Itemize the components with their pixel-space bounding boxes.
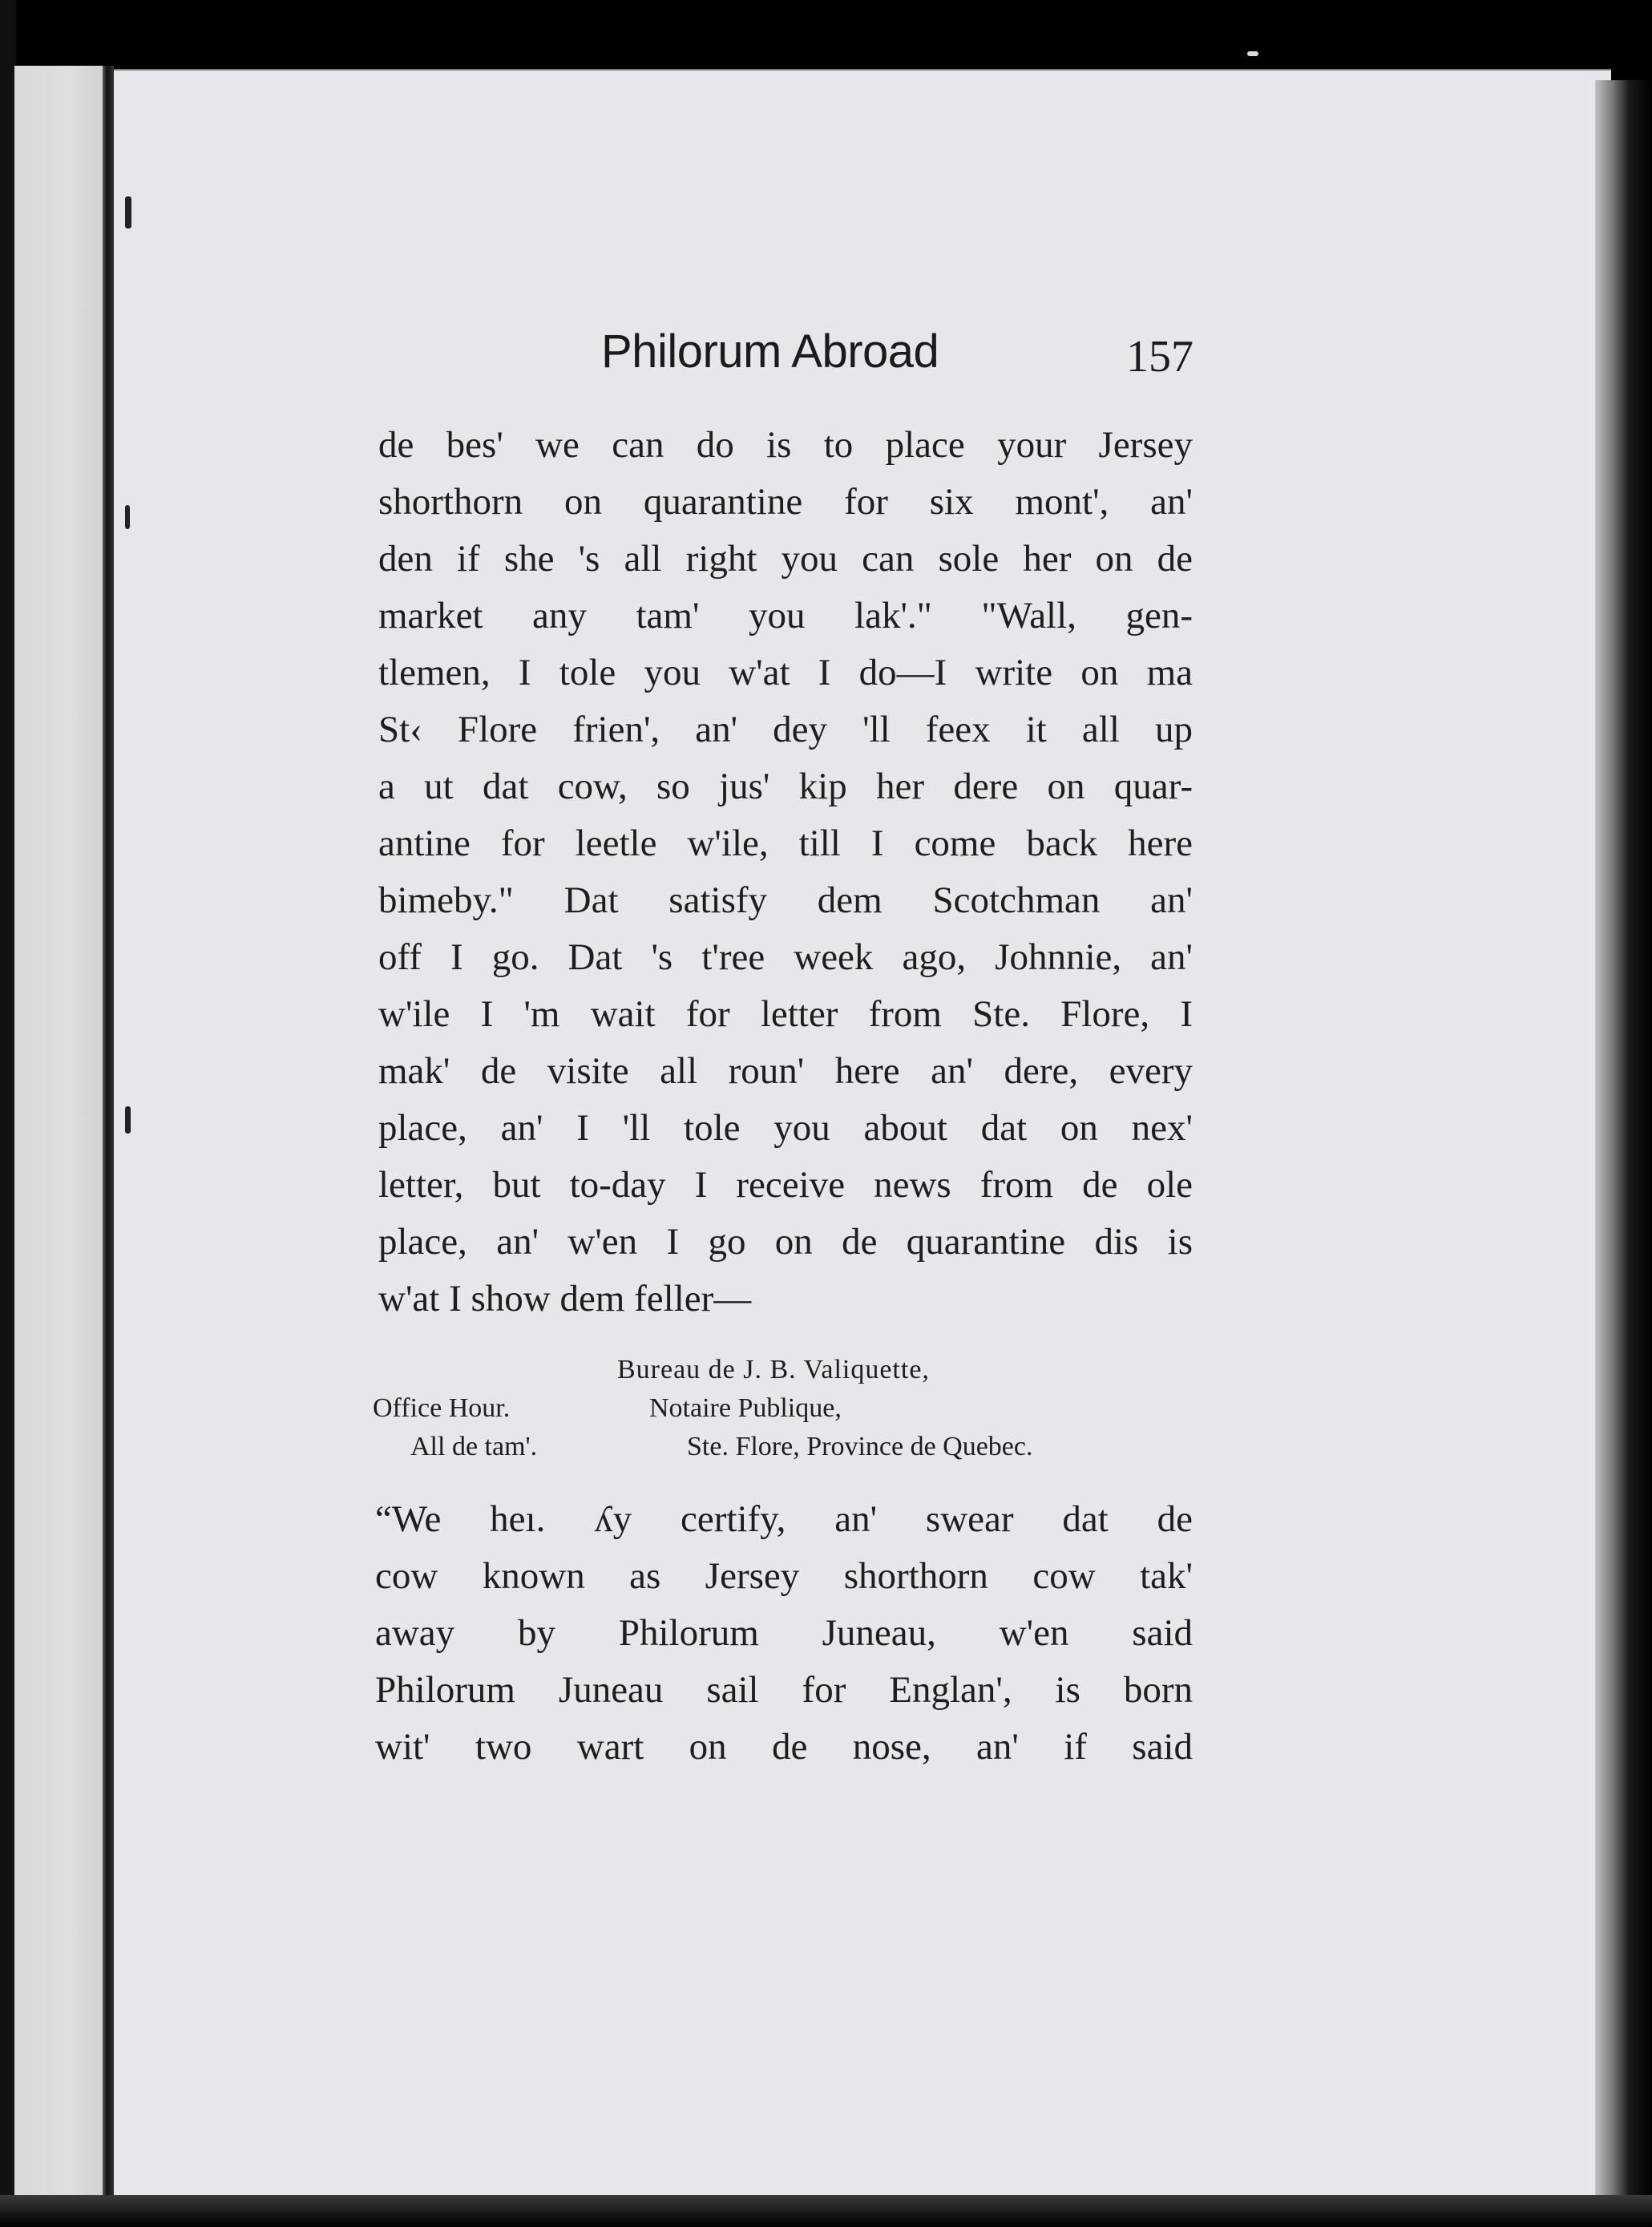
scan-bottom-border — [0, 2195, 1652, 2227]
page-right-edge — [1595, 80, 1652, 2227]
text-line: bimeby." Dat satisfy dem Scotchman an' — [378, 879, 1193, 921]
text-line: market any tam' you lak'." "Wall, gen- — [378, 595, 1193, 637]
running-title: Philorum Abroad — [601, 325, 939, 378]
text-line: den if she 's all right you can sole her on de — [378, 538, 1193, 580]
body-text — [378, 417, 1193, 1328]
text-line: away by Philorum Juneau, w'en said — [375, 1612, 1193, 1654]
text-line: tlemen, I tole you w'at I do—I write on ma — [378, 652, 1193, 693]
letterhead-place: Ste. Flore, Province de Quebec. — [687, 1432, 1033, 1461]
running-head — [377, 325, 1194, 389]
text-line: w'ile I 'm wait for letter from Ste. Flore, I — [378, 993, 1193, 1035]
margin-mark — [125, 196, 131, 228]
margin-mark — [125, 505, 130, 529]
text-line: shorthorn on quarantine for six mont', an' — [378, 481, 1193, 523]
text-line: St‹ Flore frien', an' dey 'll feex it all up — [378, 709, 1193, 750]
text-line: place, an' I 'll tole you about dat on nex' — [378, 1107, 1193, 1149]
scan-left-border — [0, 0, 16, 2227]
text-line: cow known as Jersey shorthorn cow tak' — [375, 1555, 1193, 1597]
page-number: 157 — [1126, 332, 1194, 382]
text-line: place, an' w'en I go on de quarantine dis is — [378, 1221, 1193, 1263]
text-line: de bes' we can do is to place your Jersey — [378, 424, 1193, 466]
scan-speck — [1247, 51, 1258, 56]
text-line: w'at I show dem feller— — [378, 1278, 752, 1320]
text-line: a ut dat cow, so jus' kip her dere on quar- — [378, 766, 1193, 807]
letterhead-bureau: Bureau de J. B. Valiquette, — [617, 1355, 930, 1384]
book-spine — [103, 66, 114, 2214]
margin-mark — [125, 1106, 131, 1134]
letterhead-office-hour: Office Hour. — [373, 1393, 511, 1423]
letterhead-notaire: Notaire Publique, — [649, 1393, 842, 1423]
letterhead-hours: All de tam'. — [410, 1432, 538, 1461]
text-line: off I go. Dat 's t'ree week ago, Johnnie, an' — [378, 936, 1193, 978]
text-line: antine for leetle w'ile, till I come back here — [378, 822, 1193, 864]
letterhead — [373, 1355, 1198, 1475]
text-line: wit' two wart on de nose, an' if said — [375, 1726, 1193, 1768]
text-line: Philorum Juneau sail for Englan', is born — [375, 1669, 1193, 1711]
text-line: “We heı. ʎy certify, an' swear dat de — [375, 1498, 1193, 1540]
body-text-continued — [375, 1491, 1193, 1776]
text-line: letter, but to-day I receive news from de ole — [378, 1164, 1193, 1206]
scan-top-border — [0, 0, 1652, 76]
facing-page-edge — [14, 66, 109, 2208]
text-line: mak' de visite all roun' here an' dere, every — [378, 1050, 1193, 1092]
